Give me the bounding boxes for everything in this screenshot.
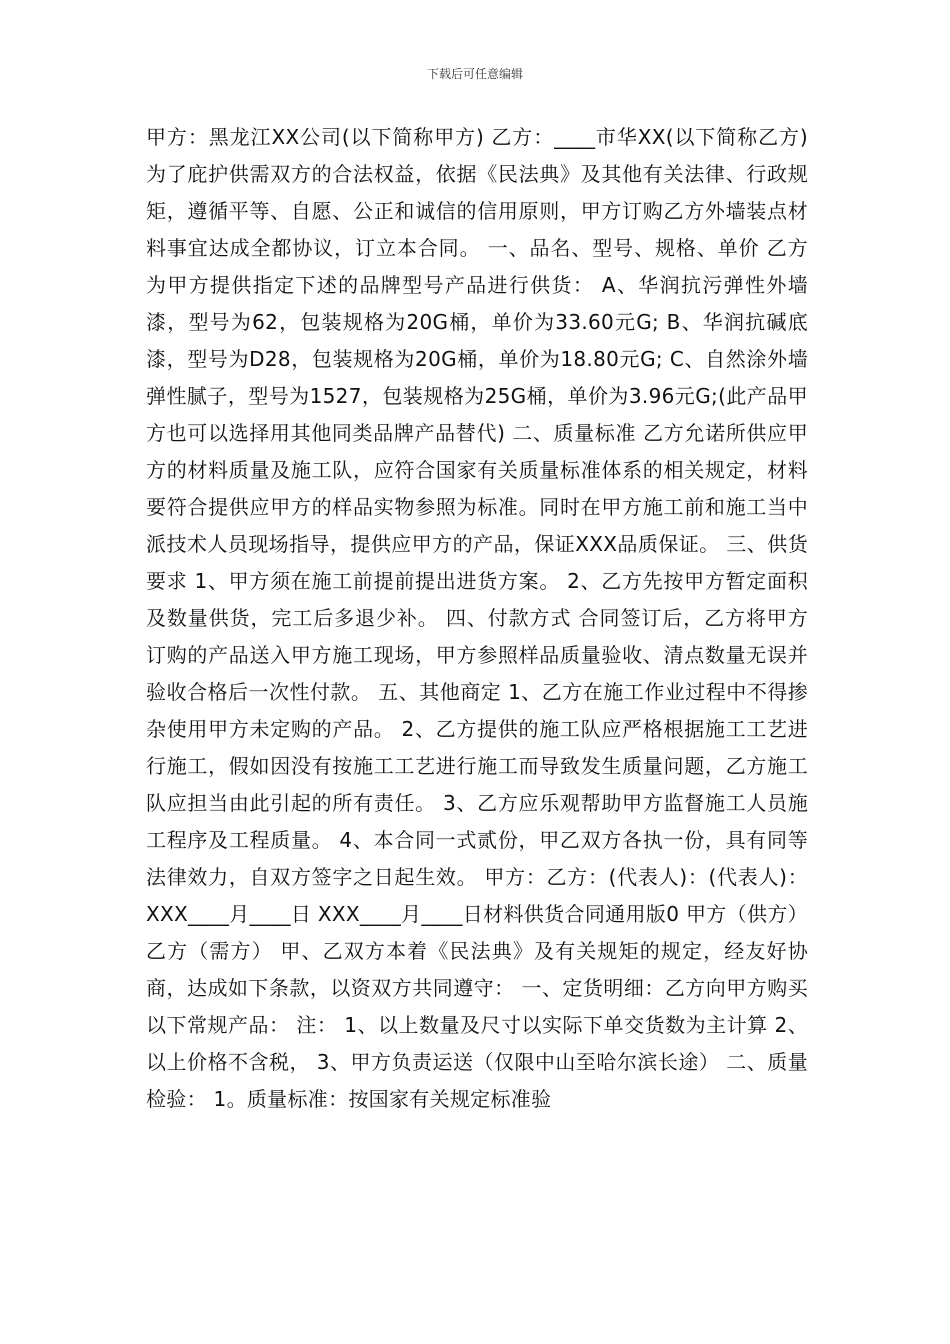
contract-body-text: 甲方：黑龙江XX公司(以下简称甲方) 乙方：____市华XX(以下简称乙方)为了庇护供需双方的合法权益，依据《民法典》及其他有关法律、行政规矩，遵循平等、自愿、公正和诚信的信用原则，甲方订购乙方外墙装点材料事宜达成全都协议，订立本合同。 一、品名、型号、规格、单价 乙方为甲方提供指定下述的品牌型号产品进行供货： A、华润抗污弹性外墙漆，型号为62，包装规格为20G桶，单价为33.60元G; B、华润抗碱底漆，型号为D28，包装规格为20G桶，单价为18.80元G; C、自然涂外墙弹性腻子，型号为1527，包装规格为25G桶，单价为3.96元G;(此产品甲方也可以选择用其他同类品牌产品替代) 二、质量标准 乙方允诺所供应甲方的材料质量及施工队，应符合国家有关质量标准体系的相关规定，材料要符合提供应甲方的样品实物参照为标准。同时在甲方施工前和施工当中派技术人员现场指导，提供应甲方的产品，保证XXX品质保证。 三、供货要求 1、甲方须在施工前提前提出进货方案。 2、乙方先按甲方暂定面积及数量供货，完工后多退少补。 四、付款方式 合同签订后，乙方将甲方订购的产品送入甲方施工现场，甲方参照样品质量验收、清点数量无误并验收合格后一次性付款。 五、其他商定 1、乙方在施工作业过程中不得掺杂使用甲方未定购的产品。 2、乙方提供的施工队应严格根据施工工艺进行施工，假如因没有按施工工艺进行施工而导致发生质量问题，乙方施工队应担当由此引起的所有责任。 3、乙方应乐观帮助甲方监督施工人员施工程序及工程质量。 4、本合同一式贰份，甲乙双方各执一份，具有同等法律效力，自双方签字之日起生效。 甲方：乙方：(代表人)：(代表人)： XXX____月____日 XXX____月____日材料供货合同通用版0 甲方（供方） 乙方（需方） 甲、乙双方本着《民法典》及有关规矩的规定，经友好协商，达成如下条款，以资双方共同遵守： 一、定货明细：乙方向甲方购买以下常规产品： 注： 1、以上数量及尺寸以实际下单交货数为主计算 2、以上价格不含税， 3、甲方负责运送（仅限中山至哈尔滨长途） 二、质量检验： 1。质量标准：按国家有关规定标准验 bbox=[146, 125, 808, 1111]
page-header-note: 下载后可任意编辑 bbox=[426, 67, 523, 81]
